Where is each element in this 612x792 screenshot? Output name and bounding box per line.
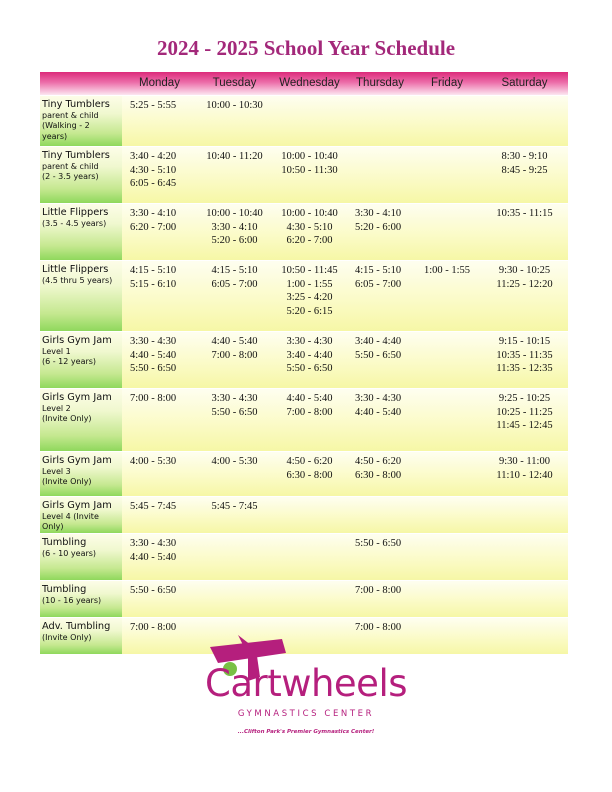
time-cell-thursday — [347, 147, 413, 203]
table-row — [40, 146, 568, 203]
time-slot: 10:00 - 10:40 — [206, 208, 263, 219]
time-slot: 3:30 - 4:30 — [211, 393, 258, 404]
time-cell-saturday — [481, 497, 568, 533]
class-detail: (4.5 thru 5 years) — [42, 275, 113, 285]
class-detail: Level 3 — [42, 466, 71, 476]
time-slot: 10:25 - 11:25 — [496, 406, 553, 418]
time-slot: 4:15 - 5:10 — [130, 265, 177, 276]
time-slot: 10:35 - 11:15 — [496, 208, 553, 219]
class-detail: parent & child — [42, 110, 99, 120]
time-slot: 6:05 - 6:45 — [130, 178, 177, 189]
time-cell-thursday — [347, 581, 413, 617]
time-slot: 4:00 - 5:30 — [211, 456, 258, 467]
class-name: Tiny Tumblers — [42, 99, 110, 110]
class-name: Girls Gym Jam — [42, 392, 112, 403]
time-cell-wednesday — [272, 497, 347, 533]
time-cell-saturday — [481, 147, 568, 203]
time-cell-tuesday — [197, 204, 272, 260]
time-cell-friday — [413, 204, 481, 260]
time-slot: 5:50 - 6:50 — [211, 406, 258, 418]
time-slot: 11:25 - 12:20 — [496, 278, 553, 290]
table-row — [40, 331, 568, 388]
time-cell-tuesday — [197, 389, 272, 451]
time-slot: 3:30 - 4:10 — [211, 221, 258, 233]
time-cell-saturday — [481, 261, 568, 331]
time-slot: 3:30 - 4:10 — [130, 208, 177, 219]
class-label — [40, 96, 122, 146]
time-slot: 9:15 - 10:15 — [498, 336, 551, 347]
time-cell-saturday — [481, 96, 568, 146]
time-slot: 7:00 - 8:00 — [286, 406, 333, 418]
time-cell-wednesday — [272, 147, 347, 203]
time-slot: 4:40 - 5:40 — [286, 393, 333, 404]
time-slot: 4:40 - 5:40 — [130, 551, 177, 563]
time-cell-monday — [122, 147, 197, 203]
time-slot: 4:40 - 5:40 — [211, 336, 258, 347]
logo-subtitle: GYMNASTICS CENTER — [237, 709, 375, 719]
time-cell-wednesday — [272, 534, 347, 580]
class-detail: (Walking - 2 — [42, 121, 90, 130]
time-cell-saturday — [481, 534, 568, 580]
time-slot: 5:50 - 6:50 — [355, 538, 402, 549]
time-cell-wednesday — [272, 452, 347, 496]
time-cell-thursday — [347, 204, 413, 260]
time-slot: 11:45 - 12:45 — [496, 420, 553, 431]
time-slot: 5:25 - 5:55 — [130, 100, 177, 111]
class-detail: Only) — [42, 522, 64, 531]
table-row — [40, 388, 568, 451]
time-cell-friday — [413, 534, 481, 580]
time-cell-thursday — [347, 96, 413, 146]
logo-tagline: ...Clifton Park's Premier Gymnastics Center! — [237, 729, 375, 735]
time-slot: 3:30 - 4:30 — [130, 336, 177, 347]
table-row — [40, 203, 568, 260]
time-cell-tuesday — [197, 534, 272, 580]
class-name: Girls Gym Jam — [42, 455, 112, 466]
time-cell-wednesday — [272, 261, 347, 331]
class-name: Adv. Tumbling — [42, 621, 111, 632]
header-monday: Monday — [139, 77, 180, 89]
time-cell-saturday — [481, 389, 568, 451]
time-slot: 5:20 - 6:00 — [211, 235, 258, 246]
class-label — [40, 147, 122, 203]
class-detail: parent & child — [42, 161, 99, 171]
time-cell-tuesday — [197, 147, 272, 203]
schedule-table — [40, 72, 568, 654]
time-cell-tuesday — [197, 581, 272, 617]
time-cell-monday — [122, 618, 197, 654]
class-name: Tumbling — [42, 584, 87, 595]
class-label — [40, 534, 122, 580]
class-detail: (2 - 3.5 years) — [42, 172, 99, 181]
time-slot: 4:00 - 5:30 — [130, 456, 177, 467]
class-label — [40, 204, 122, 260]
time-cell-monday — [122, 261, 197, 331]
time-slot: 6:20 - 7:00 — [130, 221, 177, 233]
time-slot: 10:50 - 11:30 — [281, 164, 338, 176]
class-name: Girls Gym Jam — [42, 500, 112, 511]
class-label — [40, 497, 122, 533]
time-cell-friday — [413, 581, 481, 617]
time-cell-wednesday — [272, 581, 347, 617]
time-cell-friday — [413, 452, 481, 496]
time-cell-monday — [122, 581, 197, 617]
class-detail: Level 4 (Invite — [42, 511, 99, 521]
time-cell-thursday — [347, 389, 413, 451]
class-name: Little Flippers — [42, 264, 109, 275]
logo-wordmark: Cartwheels — [204, 662, 408, 705]
time-slot: 4:40 - 5:40 — [130, 349, 177, 361]
time-slot: 3:25 - 4:20 — [286, 292, 333, 303]
time-slot: 3:30 - 4:30 — [286, 336, 333, 347]
class-name: Tumbling — [42, 537, 87, 548]
time-slot: 3:40 - 4:20 — [130, 151, 177, 162]
time-slot: 6:30 - 8:00 — [286, 469, 333, 481]
time-cell-monday — [122, 389, 197, 451]
table-row — [40, 533, 568, 580]
page-title: 2024 - 2025 School Year Schedule — [156, 36, 456, 60]
header-blank-cell — [40, 72, 122, 95]
time-slot: 4:50 - 6:20 — [355, 456, 402, 467]
time-slot: 3:30 - 4:10 — [355, 208, 402, 219]
time-cell-friday — [413, 389, 481, 451]
class-detail: (Invite Only) — [42, 632, 92, 642]
table-row — [40, 496, 568, 533]
time-slot: 4:15 - 5:10 — [355, 265, 402, 276]
time-cell-saturday — [481, 332, 568, 388]
time-slot: 7:00 - 8:00 — [130, 622, 177, 633]
class-label — [40, 332, 122, 388]
time-slot: 10:50 - 11:45 — [281, 265, 338, 276]
time-slot: 7:00 - 8:00 — [355, 585, 402, 596]
time-slot: 6:05 - 7:00 — [355, 278, 402, 290]
header-thursday: Thursday — [356, 77, 404, 89]
class-detail: Level 2 — [42, 403, 71, 413]
time-cell-tuesday — [197, 261, 272, 331]
class-detail: (6 - 12 years) — [42, 357, 97, 366]
time-cell-saturday — [481, 452, 568, 496]
header-saturday: Saturday — [501, 77, 548, 89]
time-cell-tuesday — [197, 452, 272, 496]
class-detail: (Invite Only) — [42, 414, 92, 423]
header-tuesday: Tuesday — [212, 77, 257, 89]
time-slot: 9:25 - 10:25 — [498, 393, 551, 404]
time-cell-friday — [413, 261, 481, 331]
time-slot: 4:15 - 5:10 — [211, 265, 258, 276]
class-label — [40, 581, 122, 617]
time-slot: 11:10 - 12:40 — [496, 469, 553, 481]
class-detail: (3.5 - 4.5 years) — [42, 218, 107, 228]
class-label — [40, 618, 122, 654]
time-slot: 4:40 - 5:40 — [355, 406, 402, 418]
class-label — [40, 389, 122, 451]
time-cell-tuesday — [197, 497, 272, 533]
time-cell-monday — [122, 452, 197, 496]
class-detail: (10 - 16 years) — [42, 595, 102, 605]
time-slot: 10:00 - 10:40 — [281, 151, 338, 162]
time-cell-wednesday — [272, 389, 347, 451]
time-cell-friday — [413, 332, 481, 388]
class-detail: (6 - 10 years) — [42, 548, 97, 558]
table-row — [40, 95, 568, 146]
class-name: Little Flippers — [42, 207, 109, 218]
time-cell-thursday — [347, 452, 413, 496]
time-slot: 6:05 - 7:00 — [211, 278, 258, 290]
time-cell-friday — [413, 497, 481, 533]
time-slot: 3:40 - 4:40 — [286, 349, 333, 361]
time-slot: 7:00 - 8:00 — [211, 349, 258, 361]
time-slot: 3:30 - 4:30 — [355, 393, 402, 404]
time-slot: 10:00 - 10:30 — [206, 100, 263, 111]
time-slot: 5:45 - 7:45 — [130, 501, 177, 512]
time-cell-wednesday — [272, 96, 347, 146]
time-slot: 9:30 - 11:00 — [499, 456, 550, 467]
time-slot: 10:40 - 11:20 — [206, 151, 263, 162]
table-header-row — [40, 72, 568, 95]
time-cell-monday — [122, 96, 197, 146]
time-slot: 5:50 - 6:50 — [130, 585, 177, 596]
time-slot: 10:35 - 11:35 — [496, 349, 553, 361]
time-cell-saturday — [481, 618, 568, 654]
header-friday: Friday — [431, 77, 463, 89]
header-wednesday: Wednesday — [279, 77, 340, 89]
time-slot: 4:50 - 6:20 — [286, 456, 333, 467]
table-row — [40, 451, 568, 496]
time-slot: 8:30 - 9:10 — [501, 151, 548, 162]
table-body — [40, 95, 568, 654]
time-cell-monday — [122, 497, 197, 533]
time-slot: 3:30 - 4:30 — [130, 538, 177, 549]
time-slot: 9:30 - 10:25 — [498, 265, 551, 276]
time-cell-friday — [413, 96, 481, 146]
time-slot: 5:50 - 6:50 — [355, 349, 402, 361]
class-name: Girls Gym Jam — [42, 335, 112, 346]
time-cell-monday — [122, 332, 197, 388]
time-cell-thursday — [347, 497, 413, 533]
class-label — [40, 261, 122, 331]
time-cell-monday — [122, 204, 197, 260]
time-slot: 1:00 - 1:55 — [423, 265, 471, 276]
time-cell-tuesday — [197, 332, 272, 388]
time-cell-wednesday — [272, 204, 347, 260]
time-slot: 7:00 - 8:00 — [355, 622, 402, 633]
time-slot: 4:30 - 5:10 — [130, 164, 177, 176]
time-slot: 5:50 - 6:50 — [130, 363, 177, 374]
time-slot: 6:30 - 8:00 — [355, 469, 402, 481]
class-detail: years) — [42, 131, 68, 141]
time-slot: 7:00 - 8:00 — [130, 393, 177, 404]
time-slot: 1:00 - 1:55 — [286, 278, 333, 290]
time-slot: 10:00 - 10:40 — [281, 208, 338, 219]
time-slot: 5:15 - 6:10 — [130, 278, 177, 290]
time-cell-thursday — [347, 534, 413, 580]
time-slot: 5:20 - 6:15 — [286, 305, 333, 317]
time-cell-saturday — [481, 581, 568, 617]
time-slot: 6:20 - 7:00 — [286, 235, 333, 246]
time-cell-wednesday — [272, 332, 347, 388]
time-slot: 5:50 - 6:50 — [286, 363, 333, 374]
time-cell-saturday — [481, 204, 568, 260]
class-detail: (Invite Only) — [42, 477, 92, 486]
time-cell-friday — [413, 147, 481, 203]
table-row — [40, 260, 568, 331]
time-slot: 8:45 - 9:25 — [501, 164, 548, 176]
time-cell-monday — [122, 534, 197, 580]
class-label — [40, 452, 122, 496]
time-cell-thursday — [347, 332, 413, 388]
class-detail: Level 1 — [42, 346, 71, 356]
time-slot: 3:40 - 4:40 — [355, 336, 402, 347]
time-slot: 5:20 - 6:00 — [355, 221, 402, 233]
time-cell-tuesday — [197, 96, 272, 146]
time-slot: 4:30 - 5:10 — [286, 221, 333, 233]
time-slot: 5:45 - 7:45 — [211, 501, 258, 512]
time-cell-thursday — [347, 261, 413, 331]
class-name: Tiny Tumblers — [42, 150, 110, 161]
time-slot: 11:35 - 12:35 — [496, 363, 553, 374]
table-row — [40, 580, 568, 617]
